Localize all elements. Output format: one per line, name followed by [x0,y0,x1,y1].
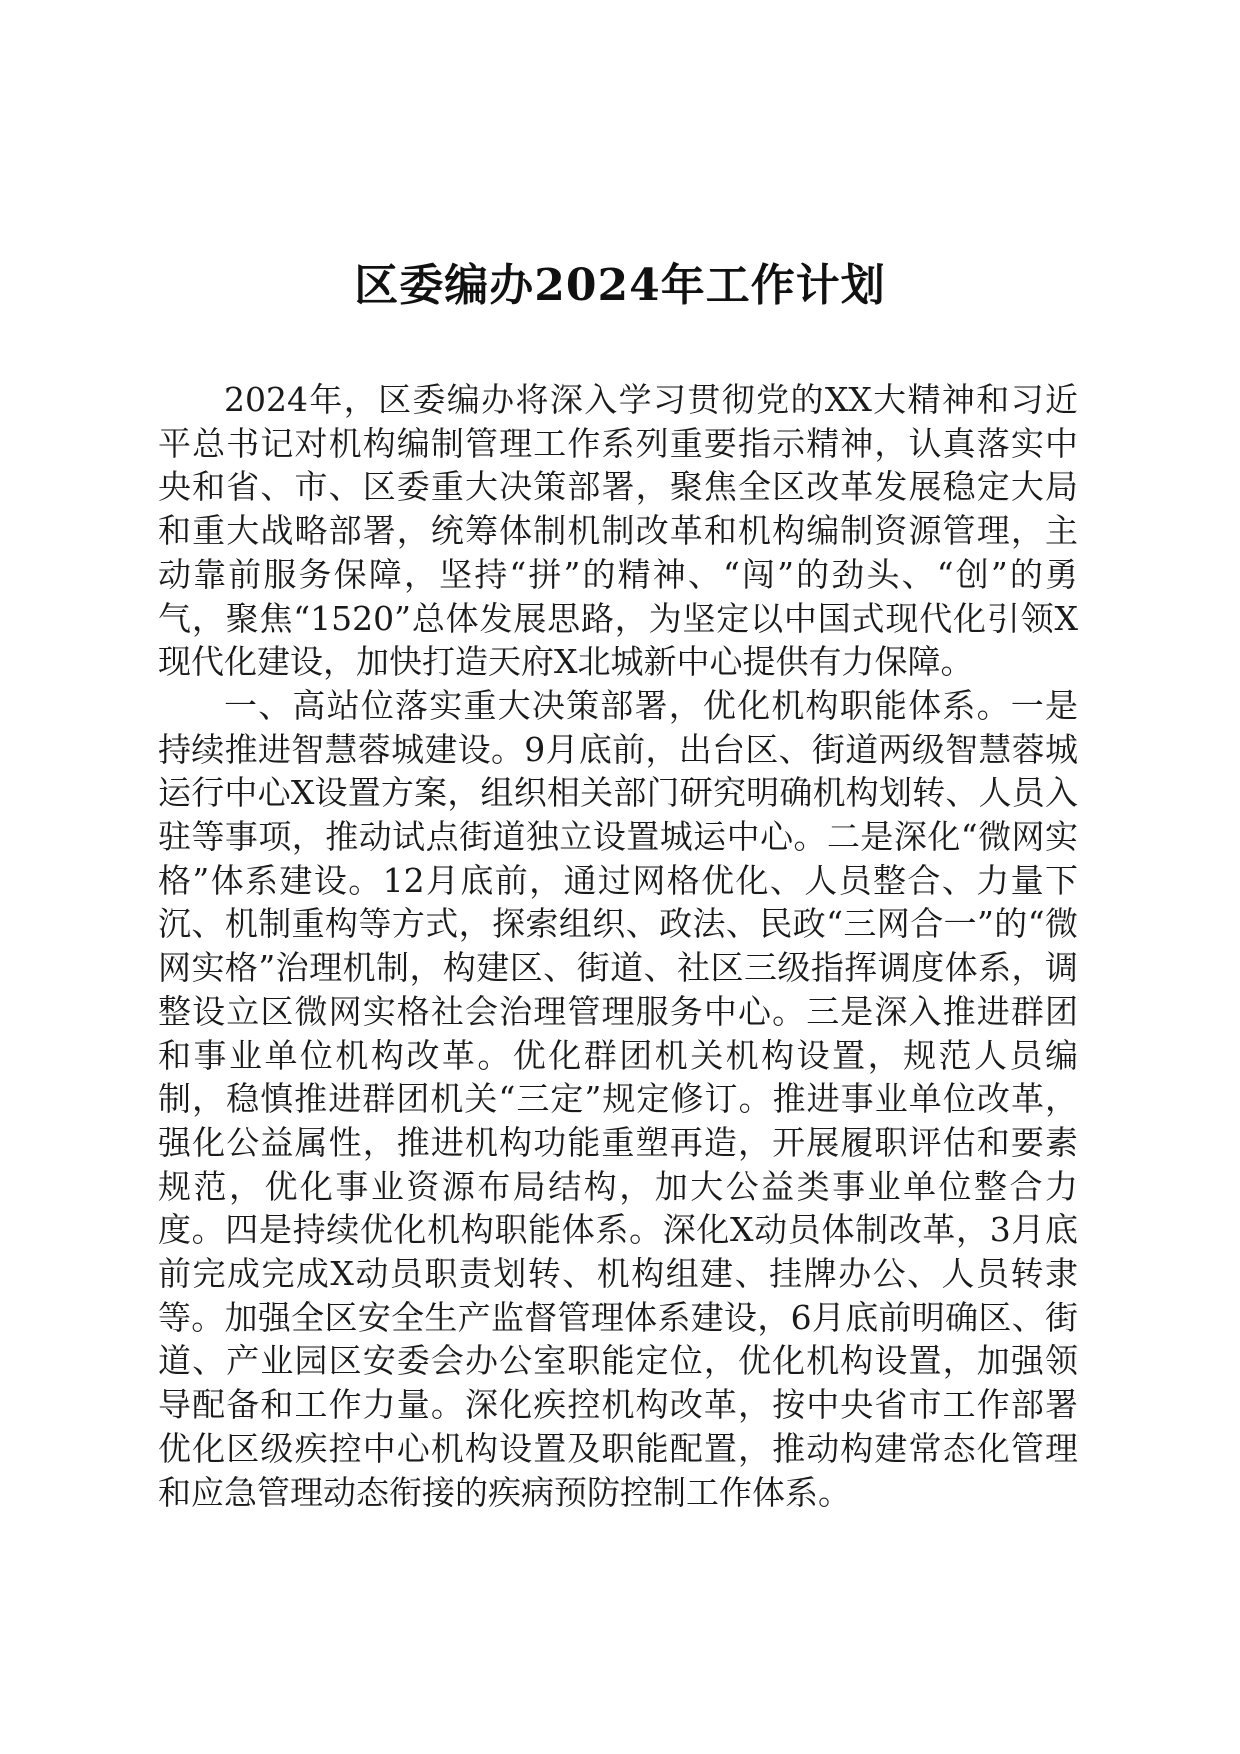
paragraph-intro: 2024年，区委编办将深入学习贯彻党的XX大精神和习近平总书记对机构编制管理工作系列重要指示精神，认真落实中央和省、市、区委重大决策部署，聚焦全区改革发展稳定大局和重大战略部署，统筹体制机制改革和机构编制资源管理，主动靠前服务保障，坚持“拼”的精神、“闯”的劲头、“创”的勇气，聚焦“1520”总体发展思路，为坚定以中国式现代化引领X现代化建设，加快打造天府X北城新中心提供有力保障。 [158,380,1078,682]
document-body [158,378,1078,1514]
paragraph-section-one: 一、高站位落实重大决策部署，优化机构职能体系。一是持续推进智慧蓉城建设。9月底前，出台区、街道两级智慧蓉城运行中心X设置方案，组织相关部门研究明确机构划转、人员入驻等事项，推动试点街道独立设置城运中心。二是深化“微网实格”体系建设。12月底前，通过网格优化、人员整合、力量下沉、机制重构等方式，探索组织、政法、民政“三网合一”的“微网实格”治理机制，构建区、街道、社区三级指挥调度体系，调整设立区微网实格社会治理管理服务中心。三是深入推进群团和事业单位机构改革。优化群团机关机构设置，规范人员编制，稳慎推进群团机关“三定”规定修订。推进事业单位改革，强化公益属性，推进机构功能重塑再造，开展履职评估和要素规范，优化事业资源布局结构，加大公益类事业单位整合力度。四是持续优化机构职能体系。深化X动员体制改革，3月底前完成完成X动员职责划转、机构组建、挂牌办公、人员转隶等。加强全区安全生产监督管理体系建设，6月底前明确区、街道、产业园区安委会办公室职能定位，优化机构设置，加强领导配备和工作力量。深化疾控机构改革，按中央省市工作部署优化区级疾控中心机构设置及职能配置，推动构建常态化管理和应急管理动态衔接的疾病预防控制工作体系。 [158,685,1078,1512]
document-title: 区委编办2024年工作计划 [354,260,886,311]
